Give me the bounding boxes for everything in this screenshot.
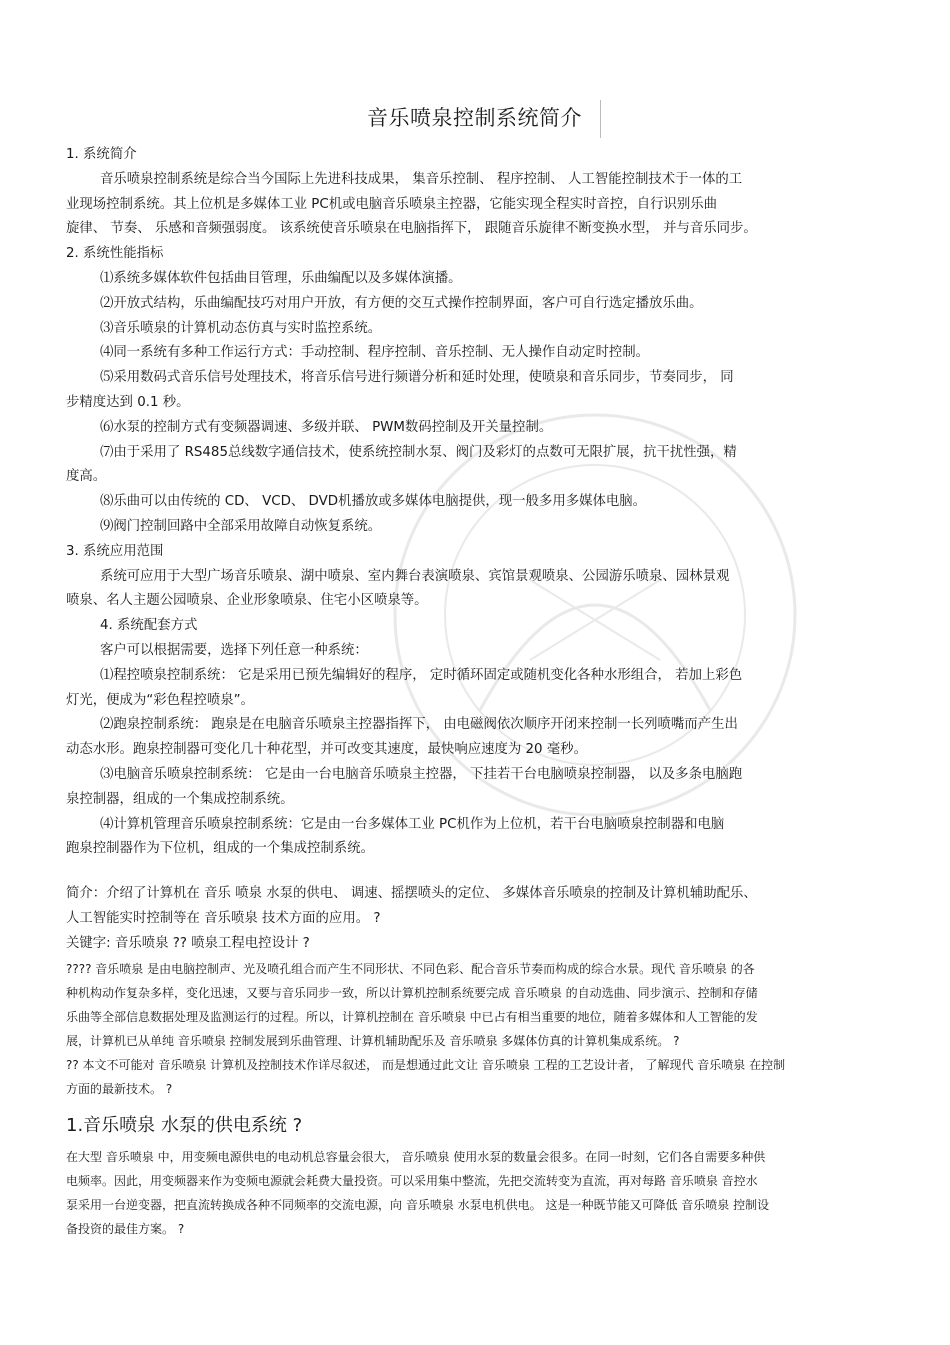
page-title: 音乐喷泉控制系统简介 bbox=[349, 100, 601, 138]
paragraph-line-indented: ⑻乐曲可以由传统的 CD、 VCD、 DVD机播放或多媒体电脑提供，现一般多用多媒体电脑。 bbox=[100, 494, 647, 510]
paragraph-line: 跑泉控制器作为下位机，组成的一个集成控制系统。 bbox=[66, 841, 374, 857]
section-title: 1.音乐喷泉 水泵的供电系统 ? bbox=[66, 1114, 303, 1136]
paragraph-line: 简介：介绍了计算机在 音乐 喷泉 水泵的供电、 调速、摇摆喷头的定位、 多媒体音乐喷泉的控制及计算机辅助配乐、 bbox=[66, 886, 757, 902]
blank-line bbox=[66, 862, 882, 882]
paragraph-line-indented: ⑸采用数码式音乐信号处理技术，将音乐信号进行频谱分析和延时处理，使喷泉和音乐同步，节奏同步， 同 bbox=[100, 370, 734, 386]
paragraph-line: 人工智能实时控制等在 音乐喷泉 技术方面的应用。 ? bbox=[66, 910, 381, 926]
paragraph-line-indented: 系统可应用于大型广场音乐喷泉、湖中喷泉、室内舞台表演喷泉、宾馆景观喷泉、公园游乐喷泉、园林景观 bbox=[100, 568, 730, 584]
paragraph-line: 喷泉、名人主题公园喷泉、企业形象喷泉、住宅小区喷泉等。 bbox=[66, 593, 428, 609]
paragraph-line: 度高。 bbox=[66, 469, 107, 485]
paragraph-line-indented: ⑷计算机管理音乐喷泉控制系统：它是由一台多媒体工业 PC机作为上位机，若干台电脑喷泉控制器和电脑 bbox=[100, 816, 725, 832]
paragraph-line-indented: ⑵开放式结构，乐曲编配技巧对用户开放，有方便的交互式操作控制界面，客户可自行选定播放乐曲。 bbox=[100, 295, 703, 311]
paragraph-line-indented: ⑴系统多媒体软件包括曲目管理，乐曲编配以及多媒体演播。 bbox=[100, 270, 462, 286]
paragraph-line: 步精度达到 0.1 秒。 bbox=[66, 394, 190, 410]
section-heading: 3. 系统应用范围 bbox=[66, 543, 164, 559]
paragraph-line-indented: ⑷同一系统有多种工作运行方式：手动控制、程序控制、音乐控制、无人操作自动定时控制。 bbox=[100, 345, 650, 361]
paragraph-line-small: ?? 本文不可能对 音乐喷泉 计算机及控制技术作详尽叙述， 而是想通过此文让 音乐喷泉 工程的工艺设计者， 了解现代 音乐喷泉 在控制 bbox=[66, 1057, 786, 1072]
paragraph-line-small: 方面的最新技术。 ? bbox=[66, 1081, 173, 1096]
paragraph-line: 业现场控制系统。其上位机是多媒体工业 PC机或电脑音乐喷泉主控器，它能实现全程实时音控，自行识别乐曲 bbox=[66, 196, 718, 212]
document-body bbox=[66, 143, 882, 1241]
section-heading: 1. 系统简介 bbox=[66, 147, 137, 162]
paragraph-line-indented: 音乐喷泉控制系统是综合当今国际上先进科技成果， 集音乐控制、 程序控制、 人工智能控制技术于一体的工 bbox=[100, 171, 743, 187]
paragraph-line-indented: 4. 系统配套方式 bbox=[100, 618, 198, 634]
paragraph-line-small: ???? 音乐喷泉 是由电脑控制声、光及喷孔组合而产生不同形状、不同色彩、配合音乐节奏而构成的综合水景。现代 音乐喷泉 的各 bbox=[66, 961, 755, 976]
section-heading: 2. 系统性能指标 bbox=[66, 246, 164, 262]
paragraph-line-indented: ⑶音乐喷泉的计算机动态仿真与实时监控系统。 bbox=[100, 320, 382, 336]
paragraph-line: 关键字: 音乐喷泉 ?? 喷泉工程电控设计 ? bbox=[66, 935, 310, 951]
paragraph-line-indented: ⑴程控喷泉控制系统： 它是采用已预先编辑好的程序， 定时循环固定或随机变化各种水形组合， 若加上彩色 bbox=[100, 667, 743, 683]
paragraph-line-small: 泵采用一台逆变器，把直流转换成各种不同频率的交流电源，向 音乐喷泉 水泵电机供电。 这是一种既节能又可降低 音乐喷泉 控制设 bbox=[66, 1197, 770, 1212]
paragraph-line: 动态水形。跑泉控制器可变化几十种花型，并可改变其速度，最快响应速度为 20 毫秒。 bbox=[66, 742, 588, 758]
paragraph-line-indented: ⑵跑泉控制系统： 跑泉是在电脑音乐喷泉主控器指挥下， 由电磁阀依次顺序开闭来控制一长列喷嘴而产生出 bbox=[100, 717, 738, 733]
paragraph-line-small: 乐曲等全部信息数据处理及监测运行的过程。所以，计算机控制在 音乐喷泉 中已占有相当重要的地位，随着多媒体和人工智能的发 bbox=[66, 1009, 758, 1024]
paragraph-line-small: 在大型 音乐喷泉 中，用变频电源供电的电动机总容量会很大， 音乐喷泉 使用水泵的数量会很多。在同一时刻，它们各自需要多种供 bbox=[66, 1149, 766, 1164]
paragraph-line-indented: ⑺由于采用了 RS485总线数字通信技术，使系统控制水泵、阀门及彩灯的点数可无限扩展，抗干扰性强，精 bbox=[100, 444, 737, 460]
paragraph-line-small: 种机构动作复杂多样，变化迅速，又要与音乐同步一致，所以计算机控制系统要完成 音乐喷泉 的自动选曲、同步演示、控制和存储 bbox=[66, 985, 758, 1000]
paragraph-line: 旋律、 节奏、 乐感和音频强弱度。 该系统使音乐喷泉在电脑指挥下， 跟随音乐旋律不断变换水型， 并与音乐同步。 bbox=[66, 221, 757, 237]
paragraph-line: 泉控制器，组成的一个集成控制系统。 bbox=[66, 791, 294, 807]
paragraph-line-indented: ⑶电脑音乐喷泉控制系统： 它是由一台电脑音乐喷泉主控器， 下挂若干台电脑喷泉控制器， 以及多条电脑跑 bbox=[100, 766, 743, 782]
paragraph-line-small: 备投资的最佳方案。 ? bbox=[66, 1221, 185, 1236]
paragraph-line-indented: 客户可以根据需要，选择下列任意一种系统： bbox=[100, 642, 368, 658]
paragraph-line-small: 电频率。因此，用变频器来作为变频电源就会耗费大量投资。可以采用集中整流，先把交流转变为直流，再对每路 音乐喷泉 音控水 bbox=[66, 1173, 758, 1188]
paragraph-line-indented: ⑹水泵的控制方式有变频器调速、多级并联、 PWM数码控制及开关量控制。 bbox=[100, 419, 553, 435]
paragraph-line: 灯光，便成为“彩色程控喷泉”。 bbox=[66, 692, 254, 708]
title-wrap bbox=[0, 100, 950, 138]
paragraph-line-indented: ⑼阀门控制回路中全部采用故障自动恢复系统。 bbox=[100, 518, 382, 534]
paragraph-line-small: 展，计算机已从单纯 音乐喷泉 控制发展到乐曲管理、计算机辅助配乐及 音乐喷泉 多媒体仿真的计算机集成系统。 ? bbox=[66, 1033, 680, 1048]
